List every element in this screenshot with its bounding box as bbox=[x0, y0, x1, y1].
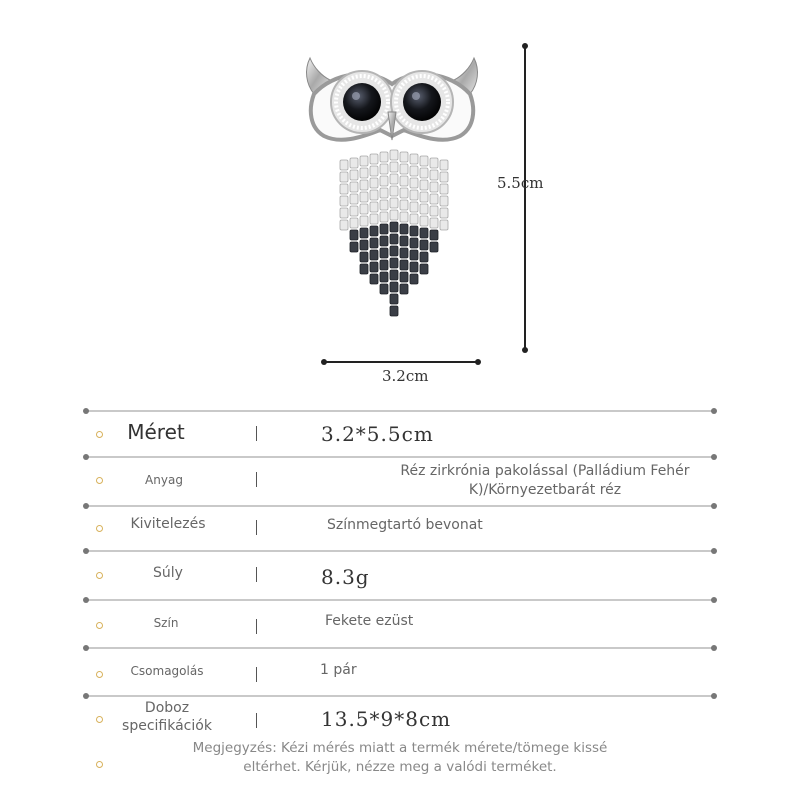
row-bullet bbox=[96, 525, 103, 532]
spec-label-box-line1: Doboz bbox=[144, 700, 190, 716]
row-separator bbox=[256, 667, 257, 682]
row-bullet bbox=[96, 431, 103, 438]
spec-label-finish: Kivitelezés bbox=[130, 516, 206, 532]
spec-label-weight: Súly bbox=[153, 565, 183, 581]
table-rule bbox=[86, 456, 714, 458]
spec-label-packaging: Csomagolás bbox=[130, 664, 204, 678]
row-bullet bbox=[96, 622, 103, 629]
owl-brooch-image bbox=[300, 50, 484, 340]
height-dimension-top-dot bbox=[522, 43, 528, 49]
row-separator bbox=[256, 426, 257, 441]
table-rule bbox=[86, 695, 714, 697]
spec-label-box-line2: specifikációk bbox=[122, 718, 212, 734]
row-bullet bbox=[96, 572, 103, 579]
row-separator bbox=[256, 472, 257, 487]
table-rule bbox=[86, 410, 714, 412]
width-dimension-line bbox=[324, 361, 478, 363]
width-label: 3.2cm bbox=[382, 367, 429, 385]
spec-value-material-line1: Réz zirkrónia pakolással (Palládium Fehér bbox=[400, 463, 690, 479]
spec-label-size: Méret bbox=[127, 420, 185, 444]
row-bullet bbox=[96, 761, 103, 768]
spec-value-box: 13.5*9*8cm bbox=[321, 707, 452, 731]
height-label: 5.5cm bbox=[497, 174, 544, 192]
spec-value-finish: Színmegtartó bevonat bbox=[327, 517, 483, 533]
row-separator bbox=[256, 567, 257, 582]
table-rule bbox=[86, 505, 714, 507]
row-bullet bbox=[96, 477, 103, 484]
note-line1: Megjegyzés: Kézi mérés miatt a termék mérete/tömege kissé bbox=[192, 740, 608, 756]
spec-value-material-line2: K)/Környezetbarát réz bbox=[468, 482, 622, 498]
table-rule bbox=[86, 647, 714, 649]
width-dimension-left-dot bbox=[321, 359, 327, 365]
row-separator bbox=[256, 619, 257, 634]
spec-value-weight: 8.3g bbox=[321, 565, 370, 589]
spec-label-color: Szín bbox=[153, 616, 179, 630]
row-separator bbox=[256, 713, 257, 728]
row-bullet bbox=[96, 671, 103, 678]
table-rule bbox=[86, 599, 714, 601]
spec-value-color: Fekete ezüst bbox=[325, 613, 414, 629]
measurement-note bbox=[120, 739, 680, 777]
table-rule bbox=[86, 550, 714, 552]
row-bullet bbox=[96, 716, 103, 723]
spec-value-size: 3.2*5.5cm bbox=[321, 422, 434, 446]
spec-label-material: Anyag bbox=[145, 473, 183, 487]
width-dimension-right-dot bbox=[475, 359, 481, 365]
height-dimension-bottom-dot bbox=[522, 347, 528, 353]
note-line2: eltérhet. Kérjük, nézze meg a valódi terméket. bbox=[243, 759, 557, 775]
row-separator bbox=[256, 520, 257, 535]
spec-value-packaging: 1 pár bbox=[320, 662, 357, 678]
height-dimension-line bbox=[524, 46, 526, 350]
